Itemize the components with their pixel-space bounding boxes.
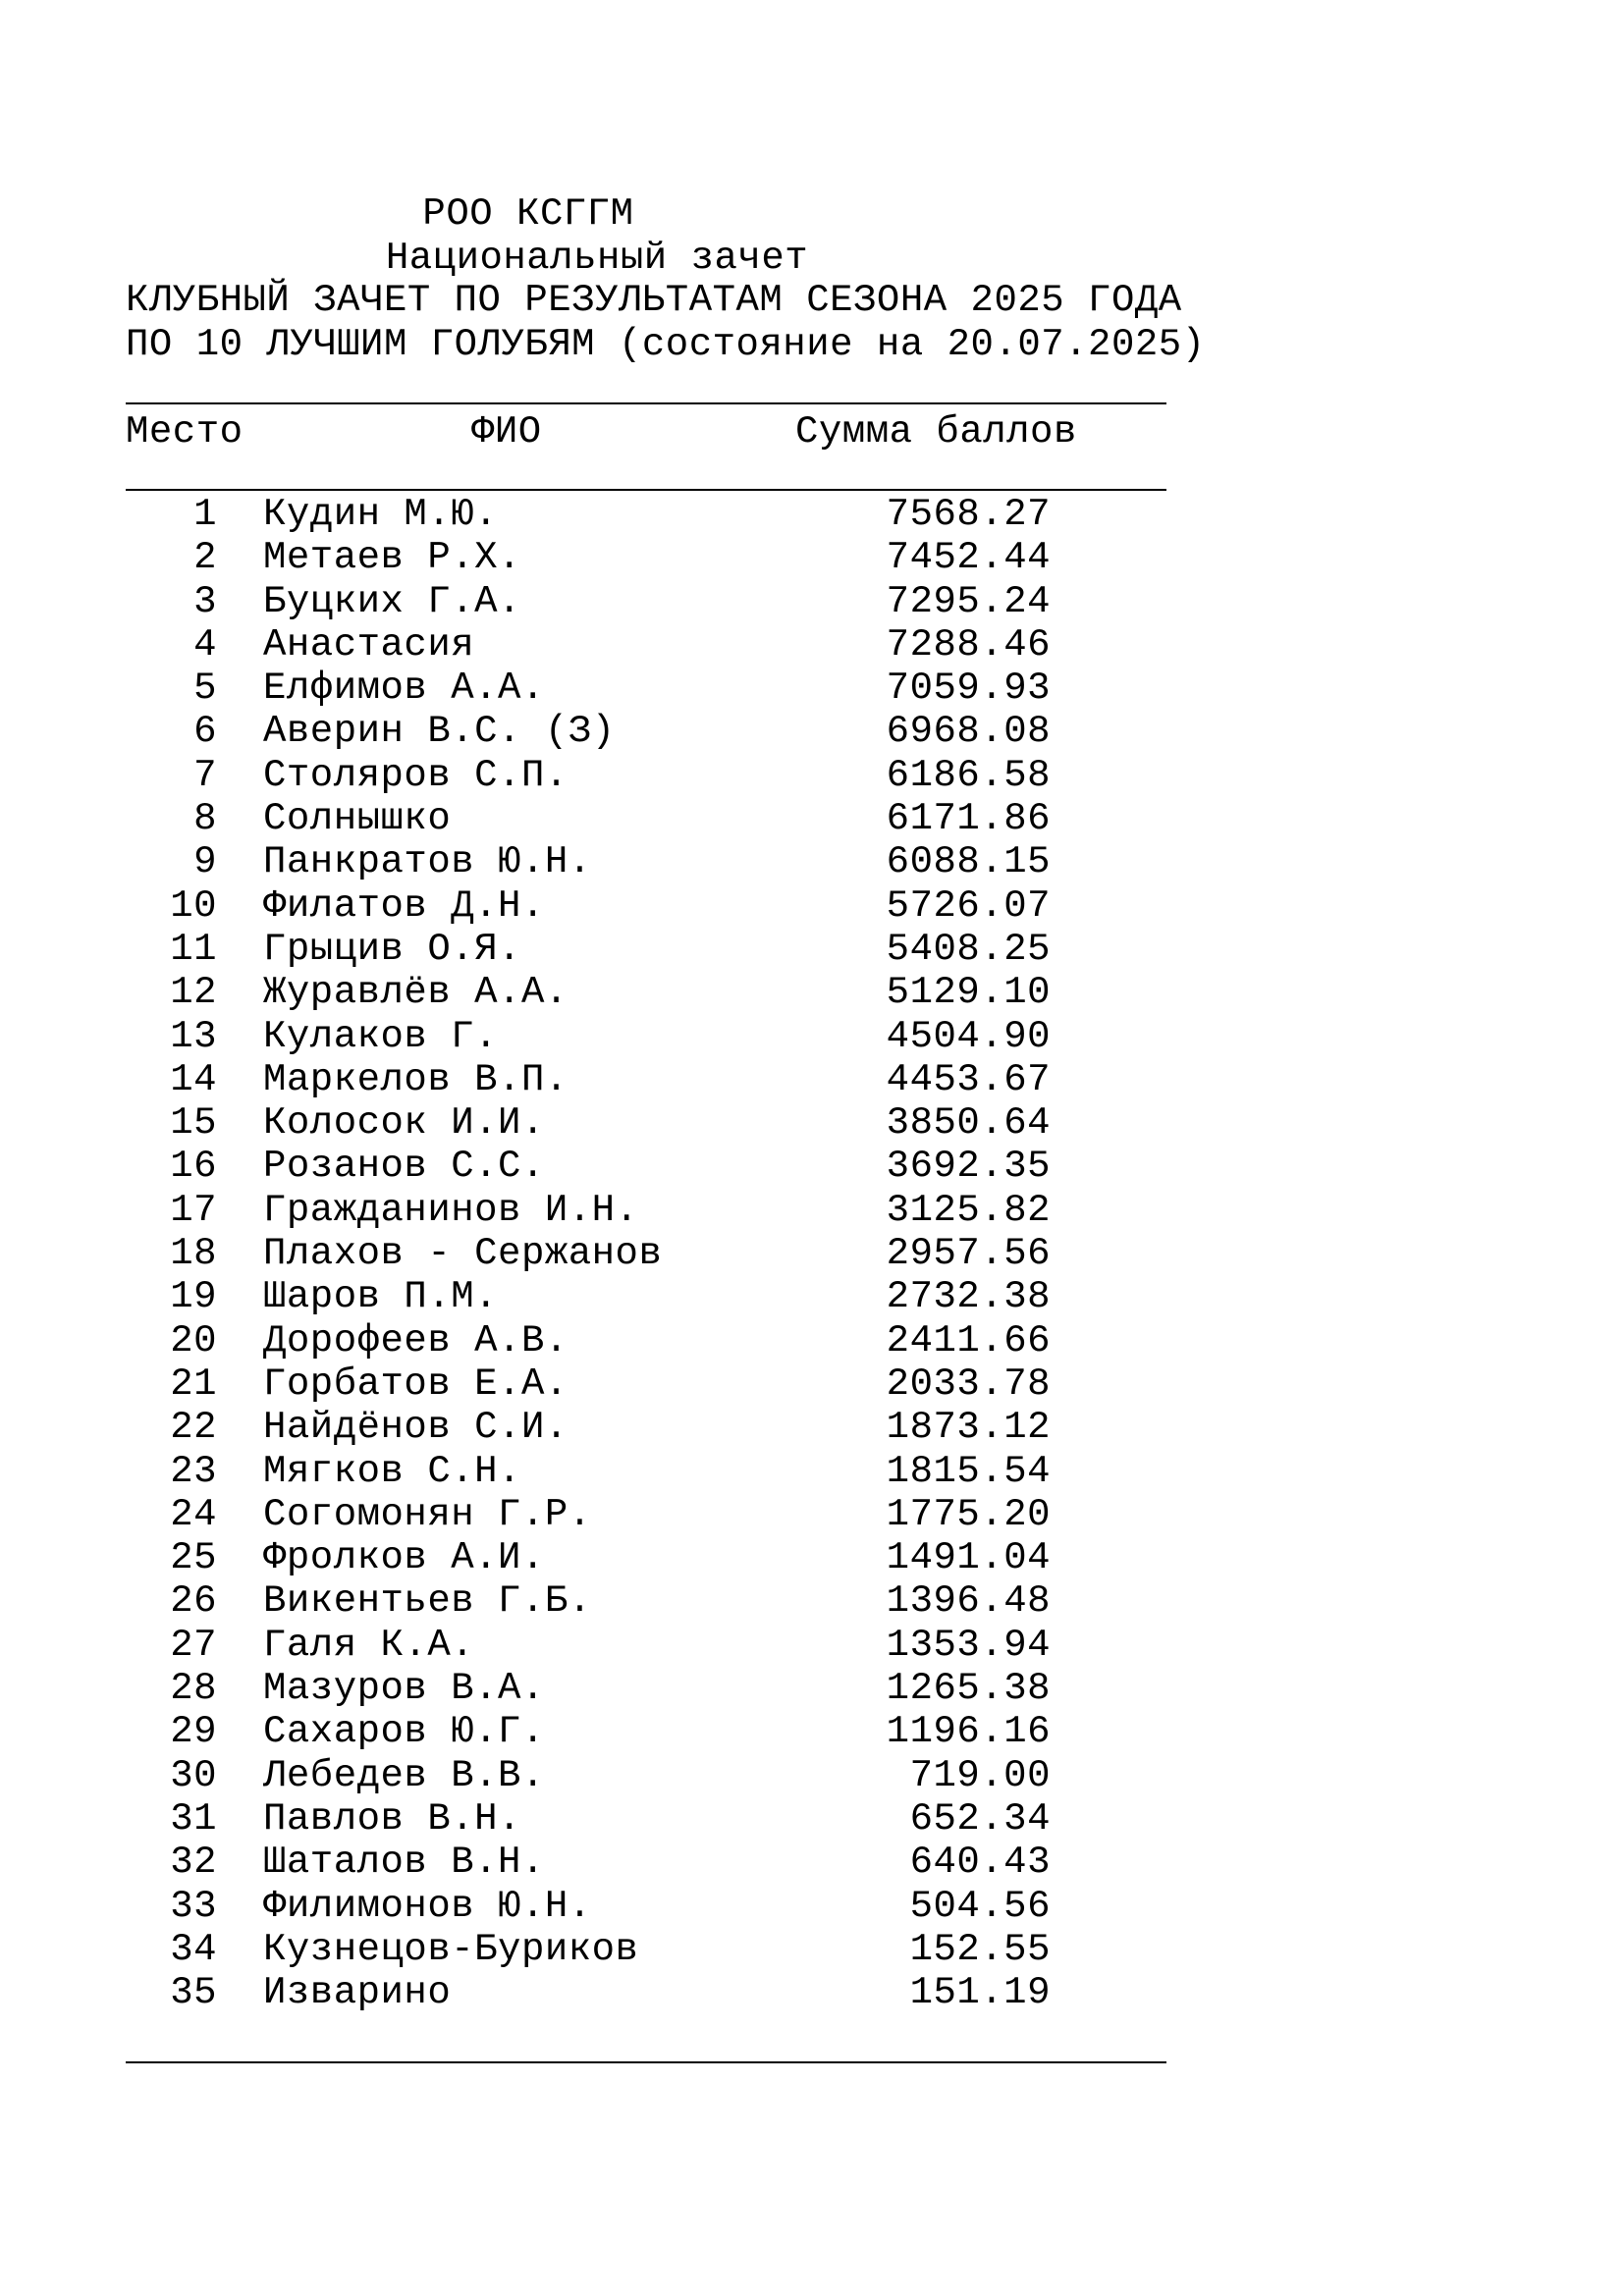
row-place: 28: [170, 1667, 217, 1711]
row-name: Грыцив О.Я.: [263, 927, 521, 971]
header-rule-bottom: [126, 489, 1166, 491]
row-name: Елфимов А.А.: [263, 667, 545, 711]
table-row: [0, 1015, 1624, 1058]
table-row: [0, 710, 1624, 753]
row-name: Панкратов Ю.Н.: [263, 840, 592, 884]
row-place: 1: [193, 493, 217, 536]
org-name: РОО КСГГМ: [422, 192, 634, 236]
table-row: [0, 536, 1624, 579]
row-place: 26: [170, 1579, 217, 1624]
table-row: [0, 797, 1624, 840]
row-score: 1396.48: [886, 1579, 1051, 1624]
table-row: [0, 840, 1624, 883]
row-place: 35: [170, 1971, 217, 2015]
row-score: 4453.67: [886, 1057, 1051, 1101]
row-score: 7452.44: [886, 536, 1051, 580]
row-place: 8: [193, 797, 217, 841]
row-place: 4: [193, 622, 217, 667]
row-name: Кудин М.Ю.: [263, 493, 499, 536]
header-rule-top: [126, 402, 1166, 404]
row-score: 5129.10: [886, 971, 1051, 1015]
row-name: Метаев Р.Х.: [263, 536, 521, 580]
row-score: 652.34: [909, 1796, 1051, 1841]
row-score: 6171.86: [886, 797, 1051, 841]
row-name: Согомонян Г.Р.: [263, 1492, 592, 1536]
row-score: 5408.25: [886, 927, 1051, 971]
row-place: 16: [170, 1145, 217, 1189]
table-row: [0, 1189, 1624, 1232]
row-place: 29: [170, 1710, 217, 1754]
row-place: 23: [170, 1449, 217, 1493]
row-name: Журавлёв А.А.: [263, 971, 568, 1015]
table-row: [0, 1145, 1624, 1188]
row-score: 2732.38: [886, 1275, 1051, 1319]
row-score: 2033.78: [886, 1362, 1051, 1406]
row-score: 7288.46: [886, 622, 1051, 667]
document-title-line2: ПО 10 ЛУЧШИМ ГОЛУБЯМ (состояние на 20.07.2025): [126, 323, 1206, 366]
row-score: 2411.66: [886, 1318, 1051, 1362]
row-score: 2957.56: [886, 1232, 1051, 1276]
row-name: Дорофеев А.В.: [263, 1318, 568, 1362]
document-subtitle: Национальный зачет: [385, 237, 809, 280]
row-name: Сахаров Ю.Г.: [263, 1710, 545, 1754]
row-place: 14: [170, 1057, 217, 1101]
table-row: [0, 928, 1624, 971]
row-place: 20: [170, 1318, 217, 1362]
row-place: 3: [193, 579, 217, 623]
table-row: [0, 1275, 1624, 1318]
row-place: 24: [170, 1492, 217, 1536]
row-score: 152.55: [909, 1927, 1051, 1971]
table-row: [0, 1101, 1624, 1145]
table-row: [0, 493, 1624, 536]
table-row: [0, 1362, 1624, 1406]
row-name: Плахов - Сержанов: [263, 1232, 663, 1276]
table-row: [0, 1406, 1624, 1449]
row-score: 1815.54: [886, 1449, 1051, 1493]
row-place: 18: [170, 1232, 217, 1276]
row-place: 11: [170, 927, 217, 971]
table-row: [0, 1493, 1624, 1536]
row-name: Фролков А.И.: [263, 1536, 545, 1580]
row-place: 12: [170, 971, 217, 1015]
row-name: Солнышко: [263, 797, 452, 841]
row-score: 1265.38: [886, 1667, 1051, 1711]
row-place: 6: [193, 710, 217, 754]
row-score: 151.19: [909, 1971, 1051, 2015]
table-row: [0, 1885, 1624, 1928]
row-score: 640.43: [909, 1841, 1051, 1885]
row-name: Найдёнов С.И.: [263, 1406, 568, 1450]
row-place: 5: [193, 667, 217, 711]
row-name: Колосок И.И.: [263, 1101, 545, 1146]
row-place: 30: [170, 1753, 217, 1797]
row-score: 7059.93: [886, 667, 1051, 711]
row-name: Шаталов В.Н.: [263, 1841, 545, 1885]
row-name: Мягков С.Н.: [263, 1449, 521, 1493]
row-name: Маркелов В.П.: [263, 1057, 568, 1101]
row-score: 1775.20: [886, 1492, 1051, 1536]
row-score: 1353.94: [886, 1623, 1051, 1667]
table-row: [0, 1667, 1624, 1710]
row-name: Розанов С.С.: [263, 1145, 545, 1189]
row-score: 5726.07: [886, 883, 1051, 928]
table-row: [0, 971, 1624, 1014]
row-place: 2: [193, 536, 217, 580]
row-name: Кузнецов-Буриков: [263, 1927, 639, 1971]
row-place: 9: [193, 840, 217, 884]
table-row: [0, 1624, 1624, 1667]
row-name: Викентьев Г.Б.: [263, 1579, 592, 1624]
row-score: 6088.15: [886, 840, 1051, 884]
row-place: 15: [170, 1101, 217, 1146]
table-row: [0, 1058, 1624, 1101]
table-row: [0, 580, 1624, 623]
table-row: [0, 1797, 1624, 1841]
table-row: [0, 1536, 1624, 1579]
table-row: [0, 1754, 1624, 1797]
row-place: 33: [170, 1884, 217, 1928]
row-score: 3692.35: [886, 1145, 1051, 1189]
row-name: Лебедев В.В.: [263, 1753, 545, 1797]
row-name: Мазуров В.А.: [263, 1667, 545, 1711]
row-place: 25: [170, 1536, 217, 1580]
row-name: Кулаков Г.: [263, 1014, 499, 1058]
row-name: Павлов В.Н.: [263, 1796, 521, 1841]
table-row: [0, 1710, 1624, 1753]
table-row: [0, 1232, 1624, 1275]
column-header-name: ФИО: [471, 410, 542, 454]
row-place: 17: [170, 1188, 217, 1232]
row-place: 34: [170, 1927, 217, 1971]
results-table: [0, 493, 1624, 2014]
row-score: 1491.04: [886, 1536, 1051, 1580]
row-name: Изварино: [263, 1971, 452, 2015]
row-score: 3125.82: [886, 1188, 1051, 1232]
table-row: [0, 1928, 1624, 1971]
row-name: Филимонов Ю.Н.: [263, 1884, 592, 1928]
row-name: Филатов Д.Н.: [263, 883, 545, 928]
row-score: 6968.08: [886, 710, 1051, 754]
row-score: 3850.64: [886, 1101, 1051, 1146]
row-score: 6186.58: [886, 753, 1051, 797]
row-name: Гражданинов И.Н.: [263, 1188, 639, 1232]
table-row: [0, 623, 1624, 667]
row-name: Аверин В.С. (З): [263, 710, 616, 754]
row-score: 719.00: [909, 1753, 1051, 1797]
table-row: [0, 884, 1624, 928]
row-score: 4504.90: [886, 1014, 1051, 1058]
column-header-score: Сумма баллов: [795, 410, 1077, 454]
row-place: 32: [170, 1841, 217, 1885]
row-place: 31: [170, 1796, 217, 1841]
row-score: 7295.24: [886, 579, 1051, 623]
row-name: Столяров С.П.: [263, 753, 568, 797]
row-score: 1873.12: [886, 1406, 1051, 1450]
table-row: [0, 1450, 1624, 1493]
row-name: Шаров П.М.: [263, 1275, 499, 1319]
row-score: 1196.16: [886, 1710, 1051, 1754]
row-name: Анастасия: [263, 622, 475, 667]
row-score: 7568.27: [886, 493, 1051, 536]
table-rule-bottom: [126, 2061, 1166, 2063]
table-row: [0, 1841, 1624, 1884]
row-place: 22: [170, 1406, 217, 1450]
document-title: КЛУБНЫЙ ЗАЧЕТ ПО РЕЗУЛЬТАТАМ СЕЗОНА 2025 ГОДА: [126, 279, 1182, 322]
table-row: [0, 754, 1624, 797]
table-row: [0, 1319, 1624, 1362]
table-row: [0, 1971, 1624, 2014]
row-place: 27: [170, 1623, 217, 1667]
row-place: 7: [193, 753, 217, 797]
row-score: 504.56: [909, 1884, 1051, 1928]
table-row: [0, 1579, 1624, 1623]
row-place: 21: [170, 1362, 217, 1406]
row-name: Горбатов Е.А.: [263, 1362, 568, 1406]
row-place: 13: [170, 1014, 217, 1058]
row-place: 10: [170, 883, 217, 928]
row-name: Буцких Г.А.: [263, 579, 521, 623]
table-row: [0, 667, 1624, 710]
row-place: 19: [170, 1275, 217, 1319]
column-header-place: Место: [126, 410, 244, 454]
row-name: Галя К.А.: [263, 1623, 475, 1667]
